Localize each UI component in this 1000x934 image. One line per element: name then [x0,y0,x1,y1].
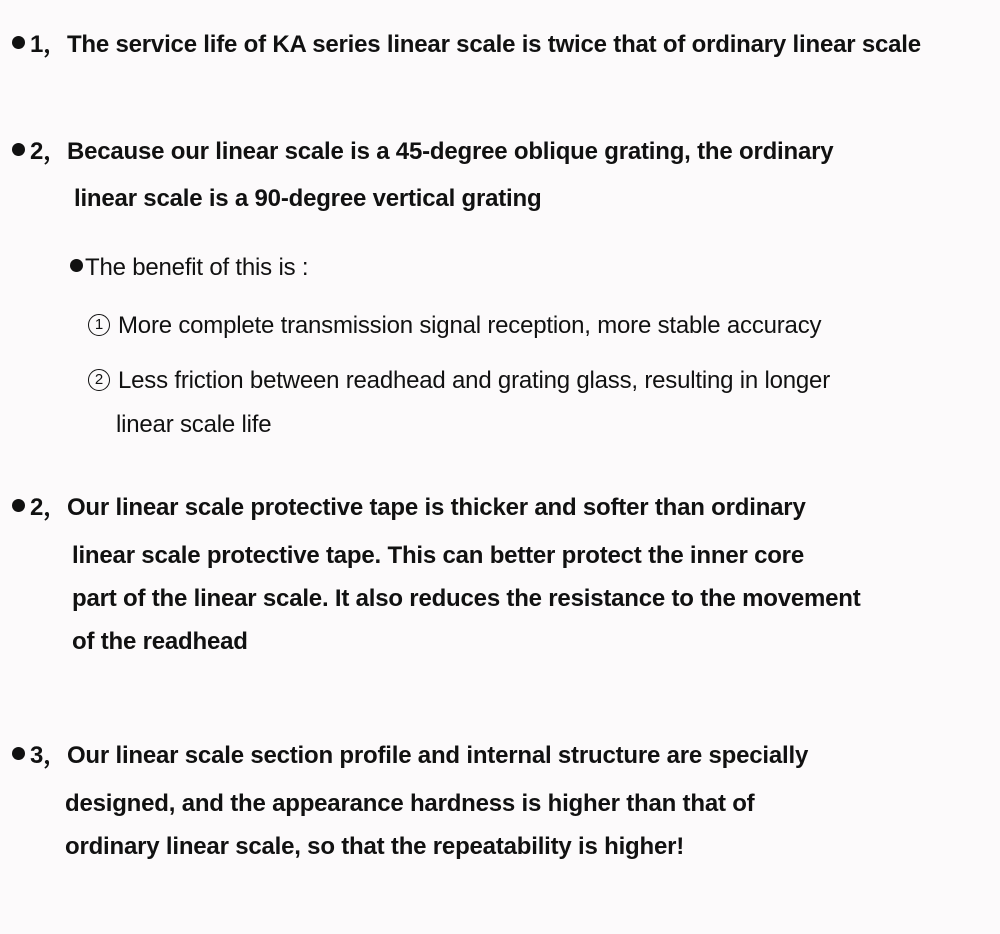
bullet-icon [70,259,83,272]
bullet-icon [12,36,25,49]
benefit-item-1-text: More complete transmission signal reception, more stable accuracy [118,312,822,339]
point-4-text-3: ordinary linear scale, so that the repeatability is higher! [65,833,685,860]
point-3-line-1 [12,496,806,520]
benefit-item-2-text-2: linear scale life [116,411,272,438]
point-4-line-1 [12,744,808,768]
bullet-icon [12,499,25,512]
benefit-item-1 [88,314,821,338]
point-2-text-2: linear scale is a 90-degree vertical grating [74,185,542,212]
point-3-line-3 [72,587,861,611]
benefit-item-2 [88,369,830,393]
point-3-number: 2， [30,494,67,521]
point-3-text-1: Our linear scale protective tape is thicker and softer than ordinary [66,494,806,521]
point-4-line-2 [65,792,754,816]
point-3-text-3: part of the linear scale. It also reduces the resistance to the movement [72,585,861,612]
benefit-item-2-line-2 [116,413,271,437]
benefit-item-2-text-1: Less friction between readhead and grating glass, resulting in longer [118,367,830,394]
bullet-icon [12,143,25,156]
benefit-heading-text: The benefit of this is : [85,254,309,281]
point-4-line-3 [65,835,684,859]
point-2-line-2 [74,187,541,211]
point-1-text-1: The service life of KA series linear scale is twice that of ordinary linear scale [66,31,921,58]
point-3-text-2: linear scale protective tape. This can better protect the inner core [72,542,804,569]
point-3-line-4 [72,630,248,654]
point-4-text-1: Our linear scale section profile and internal structure are specially [66,742,809,769]
benefit-heading [70,256,308,280]
point-1-number: 1， [30,31,67,58]
point-2-number: 2， [30,138,67,165]
point-3-text-4: of the readhead [72,628,248,655]
point-3-line-2 [72,544,804,568]
point-1-line-1 [12,33,921,57]
circled-number-1-icon: 1 [88,314,110,336]
point-2-line-1 [12,140,833,164]
point-4-text-2: designed, and the appearance hardness is higher than that of [65,790,755,817]
bullet-icon [12,747,25,760]
point-4-number: 3， [30,742,67,769]
circled-number-2-icon: 2 [88,369,110,391]
point-2-text-1: Because our linear scale is a 45-degree oblique grating, the ordinary [66,138,834,165]
